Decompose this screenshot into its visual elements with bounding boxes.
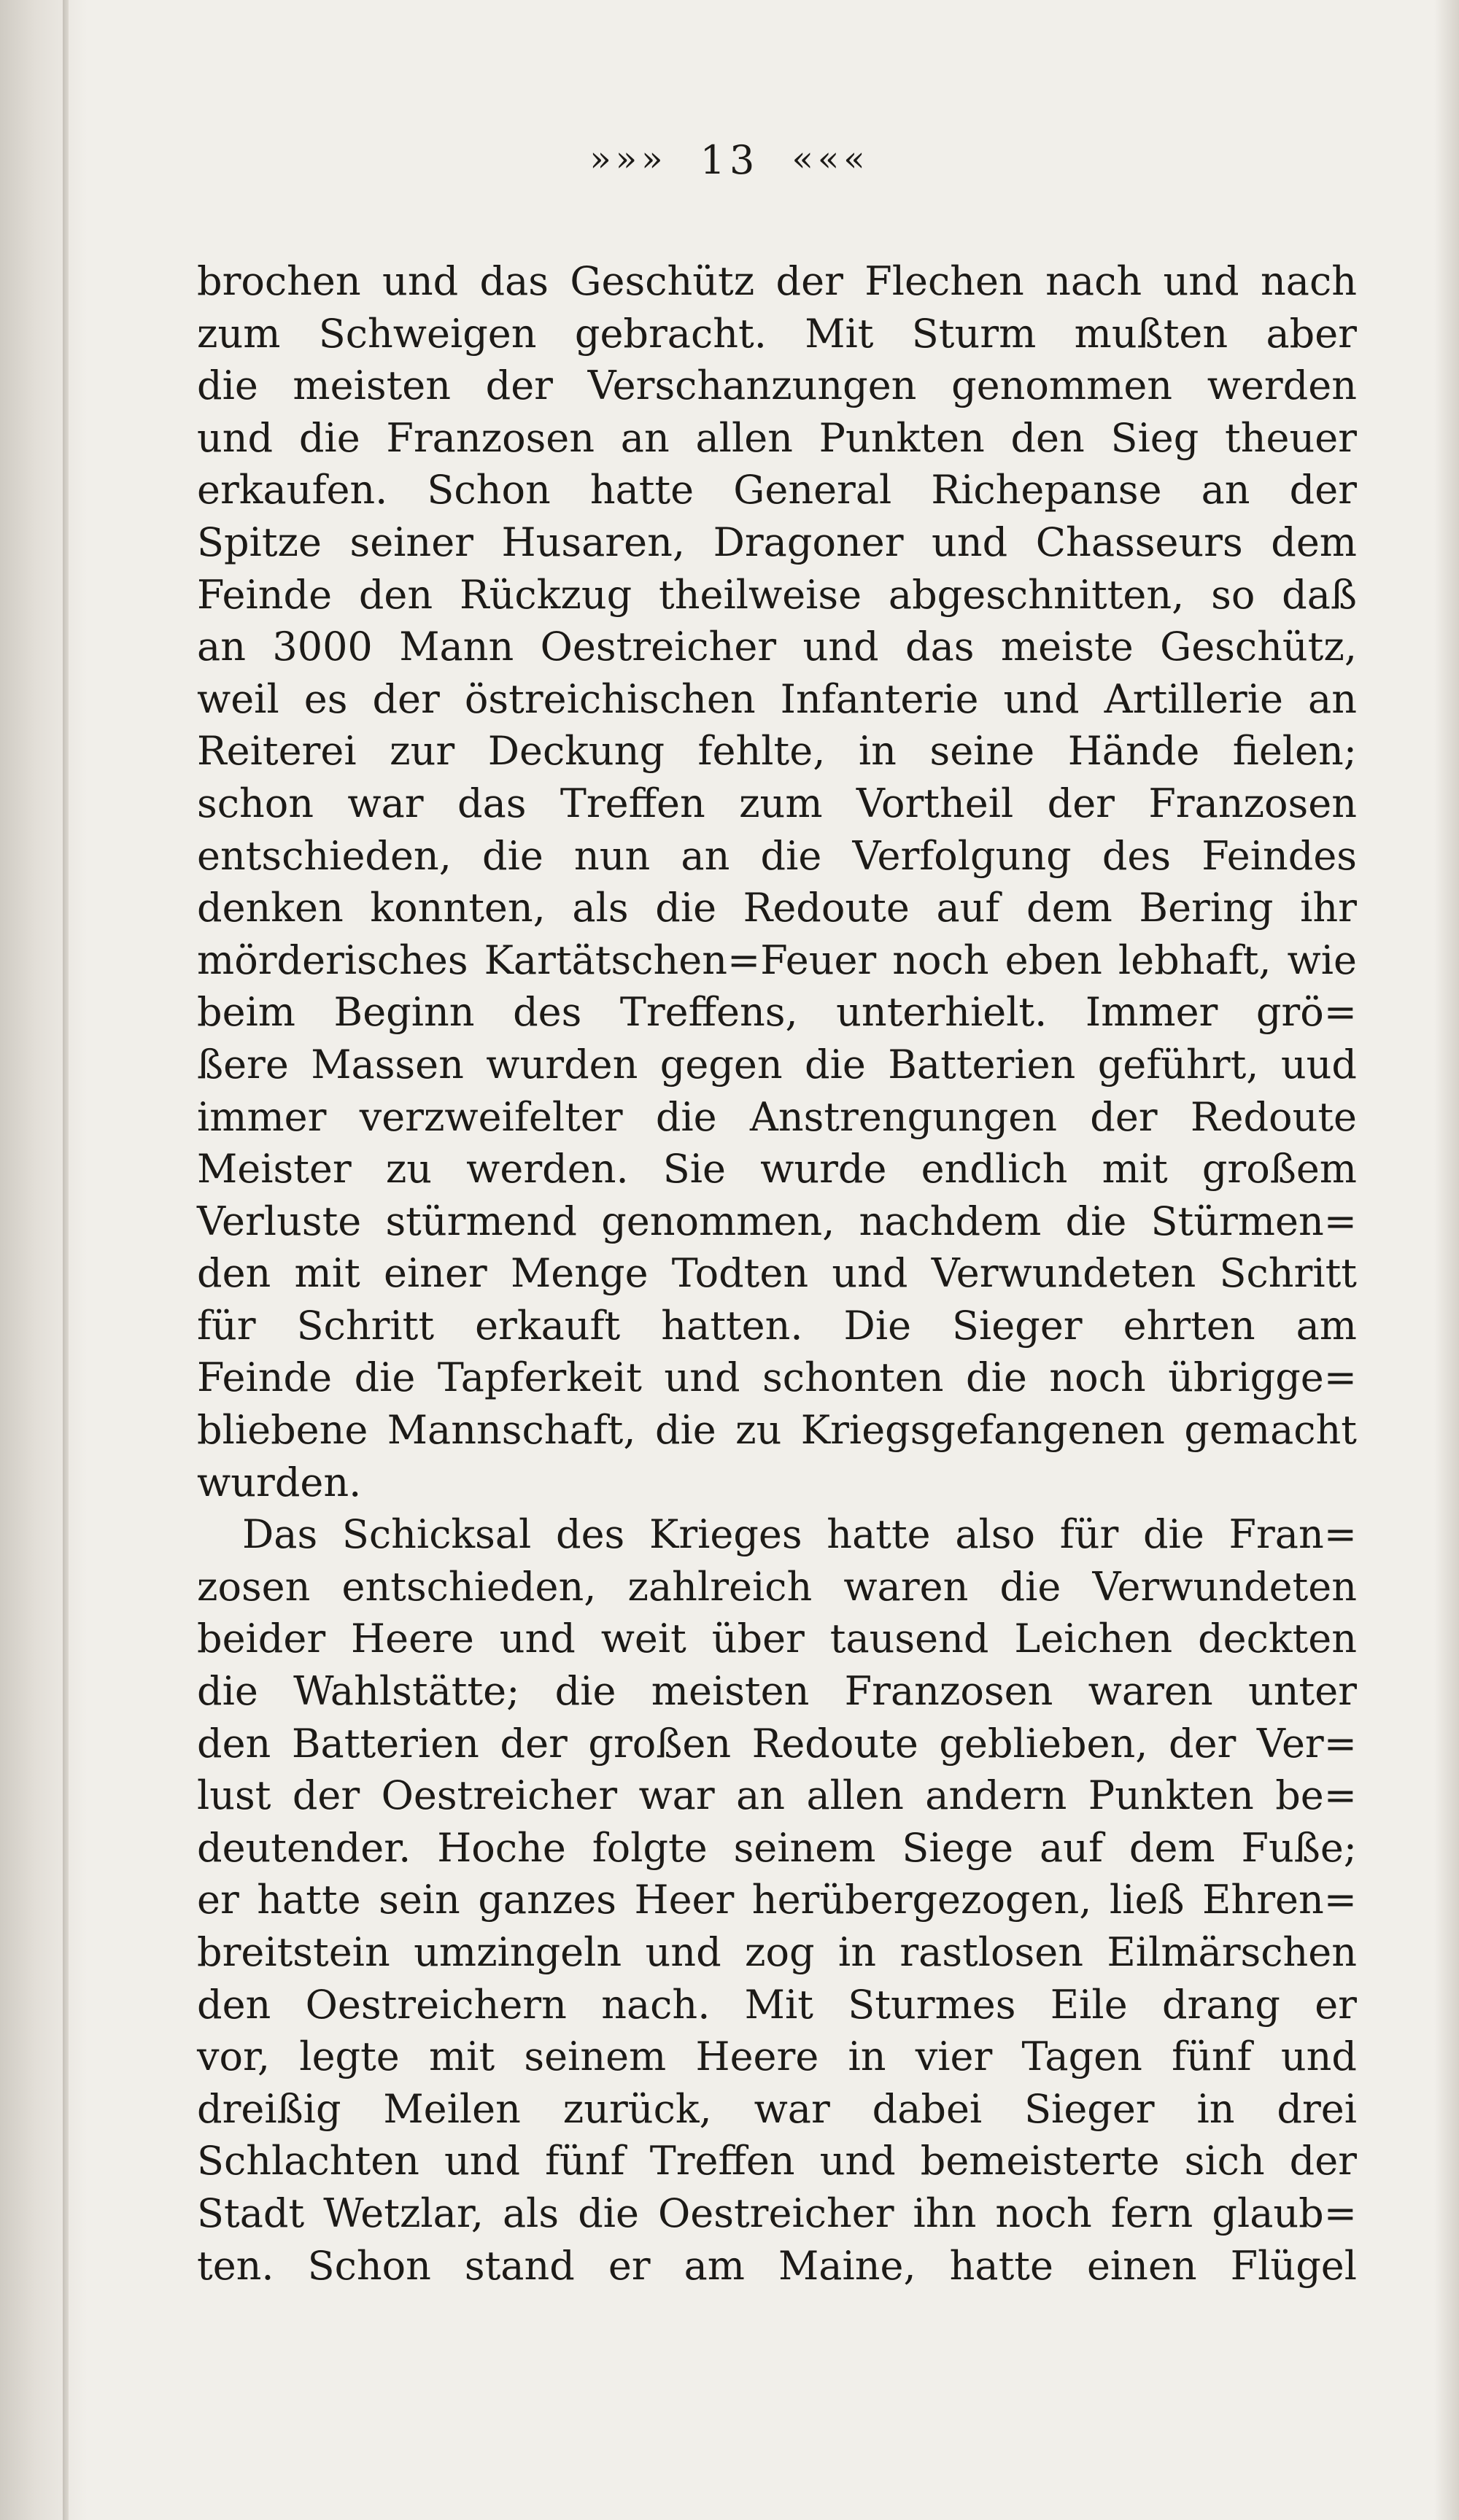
text-line: beim Beginn des Treffens, unterhielt. Immer grö=: [197, 989, 1357, 1036]
text-line: ßere Massen wurden gegen die Batterien geführt, uud: [197, 1041, 1357, 1088]
text-line: zum Schweigen gebracht. Mit Sturm mußten aber: [197, 310, 1357, 357]
text-line: immer verzweifelter die Anstrengungen der Redoute: [197, 1093, 1357, 1140]
text-line: erkaufen. Schon hatte General Richepanse an der: [197, 467, 1357, 513]
text-line: schon war das Treffen zum Vortheil der Franzosen: [197, 780, 1357, 826]
text-line: deutender. Hoche folgte seinem Siege auf dem Fuße;: [197, 1824, 1357, 1871]
text-line: Feinde die Tapferkeit und schonten die noch übrigge=: [197, 1354, 1357, 1401]
text-line: die meisten der Verschanzungen genommen werden: [197, 363, 1357, 409]
text-line: die Wahlstätte; die meisten Franzosen waren unter: [197, 1668, 1357, 1715]
text-line: dreißig Meilen zurück, war dabei Sieger in drei: [197, 2085, 1357, 2132]
ornament-left: »»»: [589, 139, 667, 179]
text-line: mörderisches Kartätschen=Feuer noch eben lebhaft, wie: [197, 937, 1357, 983]
text-line: entschieden, die nun an die Verfolgung des Feindes: [197, 832, 1357, 879]
page-header: [0, 137, 1459, 183]
text-line: für Schritt erkauft hatten. Die Sieger ehrten am: [197, 1302, 1357, 1349]
text-line: ten. Schon stand er am Maine, hatte einen Flügel: [197, 2242, 1357, 2289]
text-line: er hatte sein ganzes Heer herübergezogen, ließ Ehren=: [197, 1877, 1357, 1923]
text-line: denken konnten, als die Redoute auf dem Bering ihr: [197, 885, 1357, 931]
page-edge: [1434, 0, 1459, 2520]
text-line: den mit einer Menge Todten und Verwundeten Schritt: [197, 1250, 1357, 1297]
text-line: Schlachten und fünf Treffen und bemeisterte sich der: [197, 2138, 1357, 2184]
text-line: weil es der östreichischen Infanterie und Artillerie an: [197, 675, 1357, 722]
text-line: den Oestreichern nach. Mit Sturmes Eile drang er: [197, 1981, 1357, 2028]
ornament-right: «««: [792, 139, 870, 179]
spine-shadow: [0, 0, 88, 2520]
text-line: Stadt Wetzlar, als die Oestreicher ihn noch fern glaub=: [197, 2190, 1357, 2236]
text-line: Das Schicksal des Krieges hatte also für die Fran=: [242, 1511, 1357, 1558]
page-number: 13: [700, 137, 759, 183]
text-line: zosen entschieden, zahlreich waren die Verwundeten: [197, 1563, 1357, 1610]
text-line: breitstein umzingeln und zog in rastlosen Eilmärschen: [197, 1929, 1357, 1975]
text-line: vor, legte mit seinem Heere in vier Tagen fünf und: [197, 2034, 1357, 2080]
text-line: Meister zu werden. Sie wurde endlich mit großem: [197, 1146, 1357, 1193]
text-line: Feinde den Rückzug theilweise abgeschnitten, so daß: [197, 571, 1357, 618]
text-line: bliebene Mannschaft, die zu Kriegsgefangenen gemacht: [197, 1407, 1357, 1454]
text-line: Reiterei zur Deckung fehlte, in seine Hände fielen;: [197, 728, 1357, 775]
text-line: beider Heere und weit über tausend Leichen deckten: [197, 1616, 1357, 1662]
text-line: an 3000 Mann Oestreicher und das meiste Geschütz,: [197, 624, 1357, 670]
spine-line: [63, 0, 69, 2520]
body-text: [197, 255, 1357, 2292]
text-line: und die Franzosen an allen Punkten den Sieg theuer: [197, 414, 1357, 461]
text-line: brochen und das Geschütz der Flechen nach und nach: [197, 258, 1357, 304]
paragraph-2: [197, 1508, 1357, 2292]
text-line: Verluste stürmend genommen, nachdem die Stürmen=: [197, 1198, 1357, 1244]
text-line: lust der Oestreicher war an allen andern Punkten be=: [197, 1772, 1357, 1819]
paragraph-1: [197, 255, 1357, 1508]
text-line: wurden.: [197, 1459, 362, 1505]
text-line: den Batterien der großen Redoute geblieben, der Ver=: [197, 1720, 1357, 1767]
text-line: Spitze seiner Husaren, Dragoner und Chasseurs dem: [197, 519, 1357, 565]
